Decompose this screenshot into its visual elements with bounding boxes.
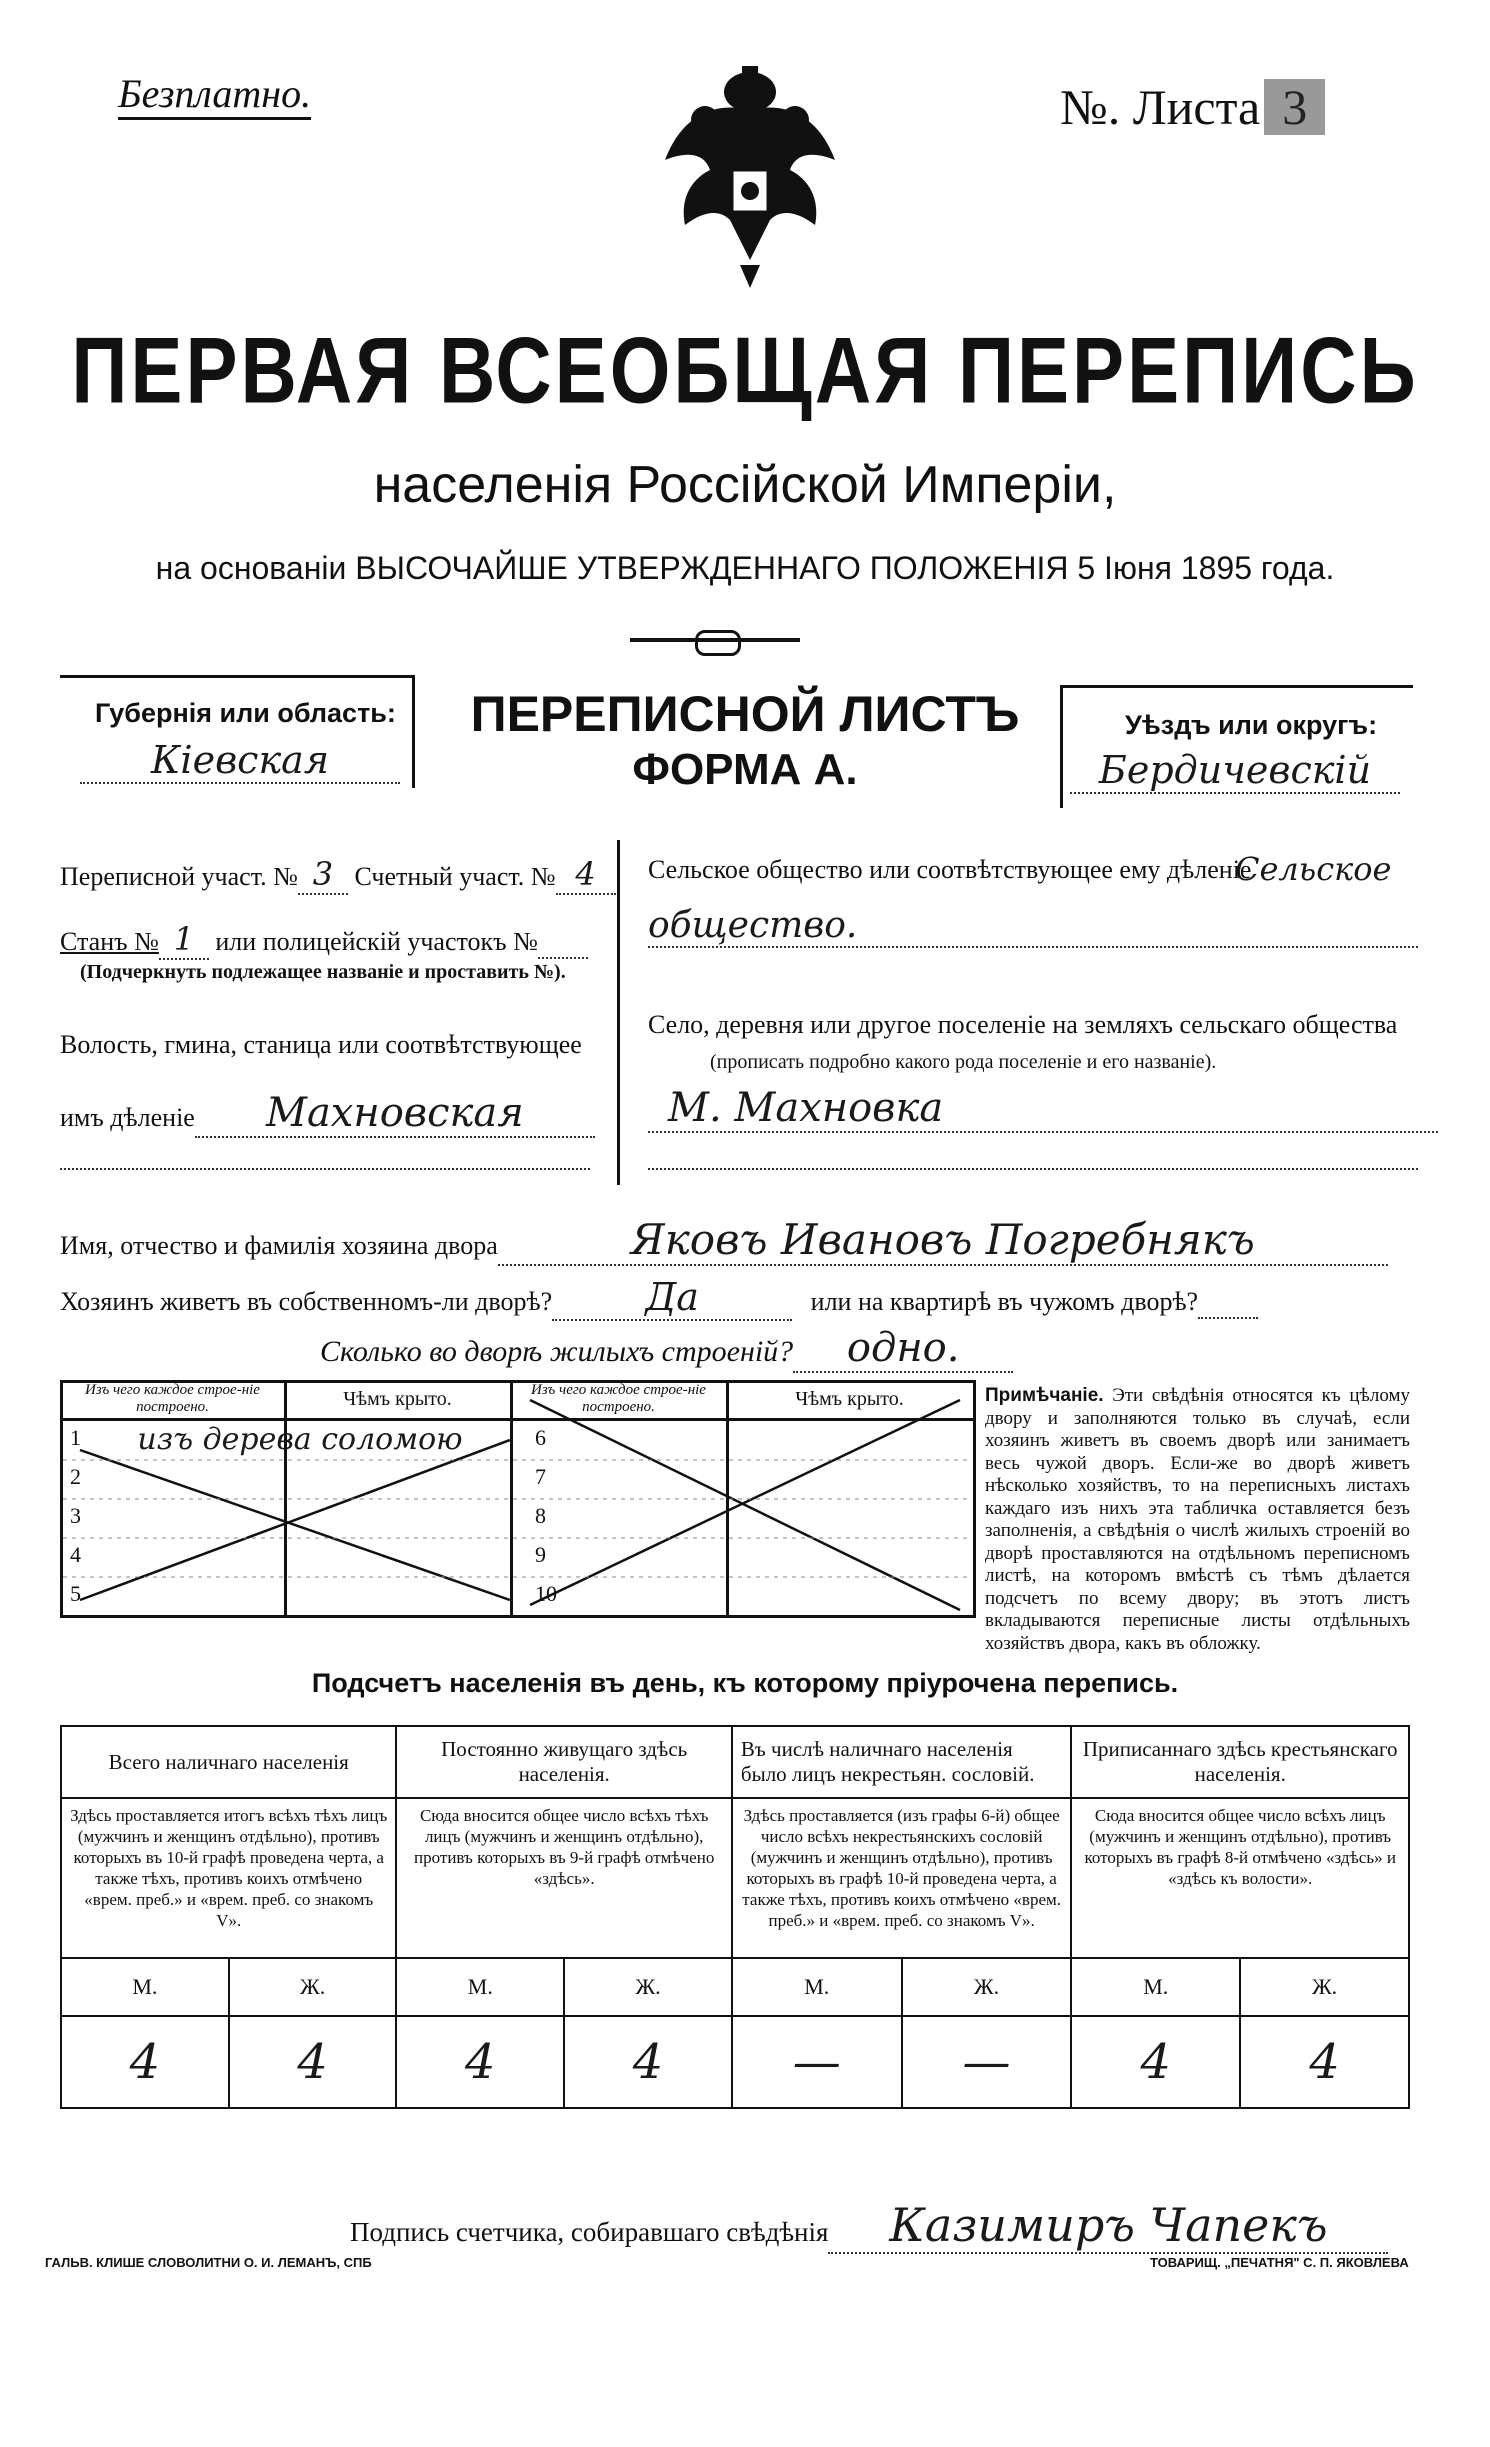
volost-extra-line (60, 1168, 590, 1170)
owner-name-value: Яковъ Ивановъ Погребнякъ (498, 1215, 1388, 1266)
subtitle: населенія Россійской Имперіи, (373, 456, 1117, 514)
bt-row-7-num: 7 (535, 1464, 546, 1489)
bt-col-roof-2: Чѣмъ крыто. (795, 1388, 904, 1410)
pop-zh-2: Ж. (564, 1958, 732, 2016)
count-area-label: Счетный участ. № (354, 862, 556, 891)
pop-col-4-title (1071, 1726, 1409, 1798)
pop-col-2-title (396, 1726, 731, 1798)
note (985, 1385, 1410, 1655)
village-label: Село, деревня или другое поселеніе на земляхъ сельскаго общества (648, 1010, 1398, 1039)
pop-col-3-title (732, 1726, 1072, 1798)
stan-label: Станъ № (60, 927, 159, 956)
pop-zh-4: Ж. (1240, 1958, 1409, 2016)
sheet-title: ПЕРЕПИСНОЙ ЛИСТЪ (470, 686, 1020, 742)
sheet-number-value: 3 (1264, 79, 1325, 135)
bt-row-1-num: 1 (70, 1425, 81, 1450)
village-note: (прописать подробно какого рода поселеніе и его названіе). (710, 1051, 1217, 1073)
note-title: Примѣчаніе. (985, 1385, 1104, 1406)
signature-value: Казимиръ Чапекъ (828, 2198, 1388, 2254)
pop-col-1-desc (61, 1798, 396, 1958)
pop-val-m-3: — (732, 2016, 902, 2108)
signature-row (350, 2198, 1388, 2254)
double-headed-eagle-emblem (650, 60, 850, 290)
census-area-value: 3 (298, 855, 348, 895)
buildings-value: одно. (793, 1325, 1013, 1373)
province-label: Губернія или область: (95, 698, 396, 728)
population-heading: Подсчетъ населенія въ день, къ которому пріурочена перепись. (311, 1668, 1179, 1698)
bt-row-4-num: 4 (70, 1542, 81, 1567)
buildings-row (320, 1325, 1013, 1373)
legal-basis: на основаніи ВЫСОЧАЙШЕ УТВЕРЖДЕННАГО ПОЛОЖЕНІЯ 5 Іюня 1895 года. (155, 550, 1335, 586)
pop-col-1-title (61, 1726, 396, 1798)
pop-col-4-desc-text: Сюда вносится общее число всѣхъ лицъ (мужчинъ и женщинъ отдѣльно), противъ которыхъ въ графѣ 8-й отмѣчено «здѣсь» и «здѣсь къ волости». (1084, 1806, 1396, 1888)
bt-row-6-num: 6 (535, 1425, 546, 1450)
pop-val-zh-4: 4 (1240, 2016, 1409, 2108)
bt-row-3-num: 3 (70, 1503, 81, 1528)
pop-m-2: М. (396, 1958, 564, 2016)
province-value: Кіевская (80, 738, 400, 784)
lives-value: Да (552, 1275, 792, 1321)
police-note: (Подчеркнуть подлежащее названіе и проставить №). (80, 961, 566, 983)
bt-row-2-num: 2 (70, 1464, 81, 1489)
form-name: ФОРМА А. (632, 745, 858, 794)
society-value-1: Сельское (1235, 850, 1392, 888)
pop-val-m-1: 4 (61, 2016, 229, 2108)
pop-col-1-title-text: Всего наличнаго населенія (108, 1749, 349, 1774)
free-stamp: Безплатно. (118, 70, 311, 120)
footer-left: ГАЛЬВ. КЛИШЕ СЛОВОЛИТНИ О. И. ЛЕМАНЪ, СПБ (45, 2255, 372, 2270)
lives-row (60, 1275, 1258, 1321)
owner-name-label: Имя, отчество и фамилія хозяина двора (60, 1231, 498, 1260)
footer-right: ТОВАРИЩ. „ПЕЧАТНЯ" С. П. ЯКОВЛЕВА (1150, 2255, 1409, 2270)
society-value-2: общество. (648, 905, 1418, 948)
bt-col-roof: Чѣмъ крыто. (343, 1388, 452, 1410)
sheet-number (1060, 78, 1325, 136)
bt-row-9-num: 9 (535, 1542, 546, 1567)
pop-val-m-4: 4 (1071, 2016, 1240, 2108)
pop-zh-3: Ж. (902, 1958, 1072, 2016)
village-extra-line (648, 1168, 1418, 1170)
bt-col-material: Изъ чего каждое строе-ніе построено. (85, 1382, 260, 1415)
lives-label: Хозяинъ живетъ въ собственномъ-ли дворѣ? (60, 1287, 553, 1316)
count-area-value: 4 (556, 855, 616, 895)
bt-crossout-lines (60, 1380, 973, 1615)
district-label: Уѣздъ или округъ: (1125, 710, 1378, 740)
volost-value: Махновская (195, 1090, 595, 1138)
census-area-row (60, 855, 616, 895)
pop-val-zh-2: 4 (564, 2016, 732, 2108)
volost-label-2: имъ дѣленіе (60, 1103, 195, 1132)
pop-col-2-desc-text: Сюда вносится общее число всѣхъ тѣхъ лицъ (мужчинъ и женщинъ отдѣльно), противъ которыхъ въ 9-й графѣ отмѣчено «здѣсь». (414, 1806, 715, 1888)
volost-row (60, 1090, 595, 1138)
pop-val-zh-1: 4 (229, 2016, 397, 2108)
ornament-center (695, 630, 741, 656)
bt-row-8-num: 8 (535, 1503, 546, 1528)
stan-row (60, 920, 588, 960)
pop-zh-1: Ж. (229, 1958, 397, 2016)
or-value (1198, 1287, 1258, 1319)
stan-value: 1 (159, 920, 209, 960)
police-value (538, 927, 588, 959)
pop-val-zh-3: — (902, 2016, 1072, 2108)
pop-col-4-desc (1071, 1798, 1409, 1958)
note-text: Эти свѣдѣнія относятся къ цѣлому двору и заполняются только въ случаѣ, если хозяинъ живетъ въ своемъ дворѣ или занимаетъ весь чужой дворъ. Если-же во дворѣ живетъ нѣсколько хозяйствъ, то на переписныхъ листахъ каждаго изъ нихъ эта табличка оставляется безъ заполненія, а свѣдѣнія о числѣ жилыхъ строеній во дворѣ проставляются на отдѣльномъ переписномъ листѣ, на которомъ вмѣстѣ съ тѣмъ дѣлается подсчетъ по всему двору; въ этотъ листъ вкладываются переписные листы отдѣльныхъ хозяйствъ двора, какъ въ обложку. (985, 1385, 1410, 1654)
bt-row-10-num: 10 (535, 1581, 557, 1606)
village-value: М. Махновка (648, 1085, 1438, 1133)
pop-col-3-desc-text: Здѣсь проставляется (изъ графы 6-й) общее число всѣхъ некрестьянскихъ сословій (мужчинъ и женщинъ отдѣльно), противъ которыхъ въ графѣ 10-й проведена черта, а также тѣхъ, противъ коихъ отмѣчено «врем. преб.» и «врем. преб. со знакомъ V». (742, 1806, 1062, 1930)
pop-col-3-title-text: Въ числѣ наличнаго населенія было лицъ некрестьян. сословій. (740, 1737, 1035, 1786)
police-label: или полицейскій участокъ № (215, 927, 538, 956)
pop-col-2-desc (396, 1798, 731, 1958)
society-label: Сельское общество или соотвѣтствующее ему дѣленіе (648, 855, 1252, 884)
pop-m-3: М. (732, 1958, 902, 2016)
pop-col-1-desc-text: Здѣсь проставляется итогъ всѣхъ тѣхъ лицъ (мужчинъ и женщинъ отдѣльно), противъ которыхъ въ 10-й графѣ проведена черта, а также тѣхъ, противъ коихъ отмѣчено «врем. преб.» и «врем. преб. со знакомъ V». (70, 1806, 388, 1930)
pop-col-4-title-text: Приписаннаго здѣсь крестьянскаго населенія. (1082, 1737, 1398, 1786)
bt-row-1-value: изъ дерева соломою (137, 1422, 463, 1457)
sheet-number-label: №. Листа (1060, 79, 1261, 135)
buildings-label: Сколько во дворѣ жилыхъ строеній? (320, 1335, 794, 1368)
owner-row (60, 1215, 1388, 1266)
pop-col-3-desc (732, 1798, 1072, 1958)
fields-divider (617, 840, 620, 1185)
bt-col-material-2: Изъ чего каждое строе-ніе построено. (531, 1382, 706, 1415)
pop-m-4: М. (1071, 1958, 1240, 2016)
bt-row-5-num: 5 (70, 1581, 81, 1606)
population-table (60, 1725, 1410, 2109)
or-label: или на квартирѣ въ чужомъ дворѣ? (810, 1287, 1199, 1316)
signature-label: Подпись счетчика, собиравшаго свѣдѣнія (350, 2217, 829, 2247)
volost-label: Волость, гмина, станица или соотвѣтствующее (60, 1030, 582, 1059)
pop-m-1: М. (61, 1958, 229, 2016)
pop-col-2-title-text: Постоянно живущаго здѣсь населенія. (441, 1737, 688, 1786)
pop-val-m-2: 4 (396, 2016, 564, 2108)
main-title: ПЕРВАЯ ВСЕОБЩАЯ ПЕРЕПИСЬ (71, 317, 1419, 423)
district-value: Бердичевскій (1070, 748, 1400, 794)
census-area-label: Переписной участ. № (60, 862, 298, 891)
